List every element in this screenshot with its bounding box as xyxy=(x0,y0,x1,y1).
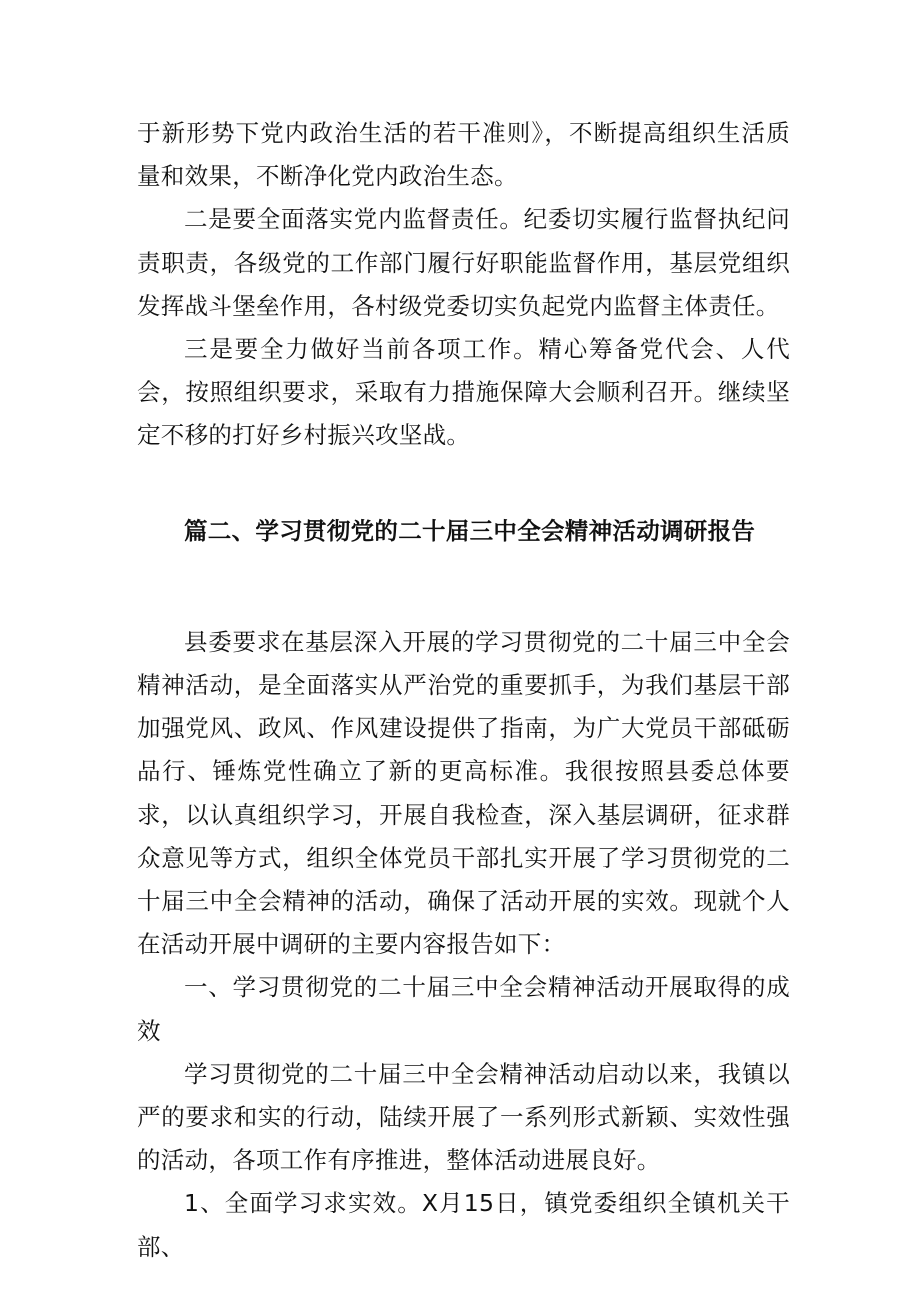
paragraph-study-item: 1、全面学习求实效。X月15日，镇党委组织全镇机关干部、 xyxy=(137,1189,790,1261)
subheading-achievements: 一、学习贯彻党的二十届三中全会精神活动开展取得的成效 xyxy=(137,973,790,1045)
section-title: 篇二、学习贯彻党的二十届三中全会精神活动调研报告 xyxy=(184,516,756,545)
paragraph-current-work: 三是要全力做好当前各项工作。精心筹备党代会、人代会，按照组织要求，采取有力措施保障大会顺利召开。继续坚定不移的打好乡村振兴攻坚战。 xyxy=(137,335,790,450)
section-spacer xyxy=(137,458,790,510)
paragraph-continuation: 于新形势下党内政治生活的若干准则》，不断提高组织生活质量和效果，不断净化党内政治生态。 xyxy=(137,119,790,191)
paragraph-progress: 学习贯彻党的二十届三中全会精神活动启动以来，我镇以严的要求和实的行动，陆续开展了一系列形式新颖、实效性强的活动，各项工作有序推进，整体活动进展良好。 xyxy=(137,1059,790,1175)
paragraph-supervision-duty: 二是要全面落实党内监督责任。纪委切实履行监督执纪问责职责，各级党的工作部门履行好职能监督作用，基层党组织发挥战斗堡垒作用，各村级党委切实负起党内监督主体责任。 xyxy=(137,205,790,320)
section-spacer xyxy=(137,553,790,621)
paragraph-introduction: 县委要求在基层深入开展的学习贯彻党的二十届三中全会精神活动，是全面落实从严治党的重要抓手，为我们基层干部加强党风、政风、作风建设提供了指南，为广大党员干部砥砺品行、锤炼党性确立了新的更高标准。我很按照县委总体要求，以认真组织学习，开展自我检查，深入基层调研，征求群众意见等方式，组织全体党员干部扎实开展了学习贯彻党的二十届三中全会精神的活动，确保了活动开展的实效。现就个人在活动开展中调研的主要内容报告如下： xyxy=(137,627,790,959)
